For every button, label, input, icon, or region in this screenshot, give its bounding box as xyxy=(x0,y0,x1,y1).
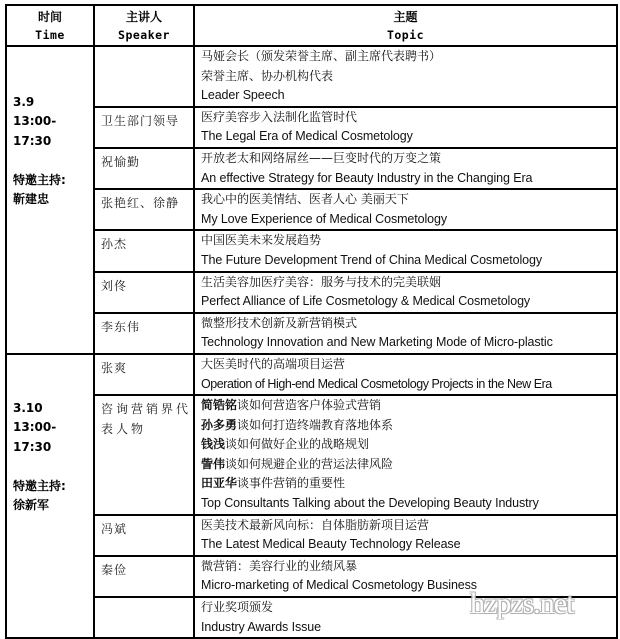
topic-cn: 医美技术最新风向标：自体脂肪新项目运营 xyxy=(201,517,430,532)
watermark: hzpzs.net xyxy=(470,587,574,620)
day1-hours: 13:00-17:30 xyxy=(13,114,57,148)
talk-topic: 谈如何打造终端教育落地体系 xyxy=(237,417,394,432)
talk-line xyxy=(201,435,616,455)
header-topic xyxy=(194,5,617,46)
topic-en: An effective Strategy for Beauty Industry in the Changing Era xyxy=(201,170,533,185)
talk-speaker: 钱浅 xyxy=(201,437,226,452)
table-row xyxy=(6,395,617,515)
topic-cell xyxy=(194,354,617,395)
table-row xyxy=(6,354,617,395)
talk-topic: 谈如何做好企业的战略规划 xyxy=(225,437,370,452)
talk-topic: 谈如何规避企业的营运法律风险 xyxy=(225,456,394,471)
topic-en: Leader Speech xyxy=(201,88,285,103)
speaker-cell: 卫生部门领导 xyxy=(94,107,194,148)
topic-cell xyxy=(194,46,617,107)
day2-host-name: 徐新军 xyxy=(13,498,50,513)
header-time xyxy=(6,5,94,46)
topic-cell xyxy=(194,272,617,313)
topic-cell xyxy=(194,395,617,515)
topic-cn: 马娅会长（颁发荣誉主席、副主席代表聘书） xyxy=(201,49,442,63)
speaker-cell: 孙杰 xyxy=(94,230,194,271)
topic-cn: 医疗美容步入法制化监管时代 xyxy=(201,109,358,124)
topic-en: My Love Experience of Medical Cosmetology xyxy=(201,211,448,226)
speaker-cell: 咨询营销界代表人物 xyxy=(94,395,194,515)
topic-cell xyxy=(194,189,617,230)
topic-cn: 微营销：美容行业的业绩风暴 xyxy=(201,558,358,573)
topic-cell xyxy=(194,313,617,354)
header-speaker-en: Speaker xyxy=(118,27,170,42)
topic-en: Micro-marketing of Medical Cosmetology Business xyxy=(201,578,477,593)
topic-en: Operation of High-end Medical Cosmetology Projects in the New Era xyxy=(201,376,552,391)
topic-cn: 生活美容加医疗美容：服务与技术的完美联姻 xyxy=(201,274,442,289)
speaker-cell xyxy=(94,597,194,638)
table-row xyxy=(6,515,617,556)
table-row xyxy=(6,272,617,313)
topic-cell xyxy=(194,230,617,271)
topic-en: The Latest Medical Beauty Technology Release xyxy=(201,537,461,552)
talk-speaker: 孙多勇 xyxy=(201,417,238,432)
speaker-cell: 刘佟 xyxy=(94,272,194,313)
speaker-cell: 冯斌 xyxy=(94,515,194,556)
talk-topic: 谈如何营造客户体验式营销 xyxy=(237,398,382,413)
speaker-cell: 祝愉勤 xyxy=(94,148,194,189)
speaker-cell: 张艳红、徐静 xyxy=(94,189,194,230)
topic-cn: 开放老太和网络屌丝——巨变时代的万变之策 xyxy=(201,150,442,165)
topic-cell xyxy=(194,107,617,148)
day2-hours: 13:00-17:30 xyxy=(13,420,57,454)
table-row xyxy=(6,107,617,148)
topic-cell xyxy=(194,515,617,556)
table-row xyxy=(6,313,617,354)
topic-cn: 中国医美未来发展趋势 xyxy=(201,233,322,248)
header-speaker xyxy=(94,5,194,46)
talk-speaker: 简锆铭 xyxy=(201,398,238,413)
topic-cn: 行业奖项颁发 xyxy=(201,600,274,615)
speaker-cell xyxy=(94,46,194,107)
topic-en: Industry Awards Issue xyxy=(201,619,321,634)
day1-host-name: 靳建忠 xyxy=(13,192,50,207)
topic-cell xyxy=(194,148,617,189)
day1-time-cell xyxy=(6,46,94,354)
talk-line xyxy=(201,416,616,436)
topic-en: Perfect Alliance of Life Cosmetology & Medical Cosmetology xyxy=(201,294,531,309)
day2-date: 3.10 xyxy=(13,400,43,415)
topic-cn: 微整形技术创新及新营销模式 xyxy=(201,315,358,330)
speaker-cell: 秦俭 xyxy=(94,556,194,597)
talk-line xyxy=(201,455,616,475)
topic-en: The Legal Era of Medical Cosmetology xyxy=(201,129,413,144)
day2-host-label: 特邀主持: xyxy=(13,478,66,493)
header-time-en: Time xyxy=(35,27,65,42)
day1-date: 3.9 xyxy=(13,94,35,109)
header-row xyxy=(6,5,617,46)
talk-line xyxy=(201,474,616,494)
talk-speaker: 訾伟 xyxy=(201,456,226,471)
header-topic-en: Topic xyxy=(386,27,425,42)
topic-cn: 大医美时代的高端项目运营 xyxy=(201,356,346,371)
talk-speaker: 田亚华 xyxy=(201,476,238,491)
talk-topic: 谈事件营销的重要性 xyxy=(237,476,346,491)
topic-cn: 荣誉主席、协办机构代表 xyxy=(201,68,334,83)
speaker-cell: 张爽 xyxy=(94,354,194,395)
day2-time-cell xyxy=(6,354,94,638)
agenda-table xyxy=(5,4,618,639)
day1-host-label: 特邀主持: xyxy=(13,172,66,187)
header-topic-cn: 主题 xyxy=(393,9,418,24)
topic-en: Top Consultants Talking about the Developing Beauty Industry xyxy=(201,496,539,511)
topic-en: Technology Innovation and New Marketing Mode of Micro-plastic xyxy=(201,335,553,350)
table-row xyxy=(6,230,617,271)
table-row xyxy=(6,189,617,230)
table-row xyxy=(6,148,617,189)
talk-line xyxy=(201,396,616,416)
header-time-cn: 时间 xyxy=(37,9,62,24)
speaker-cell: 李东伟 xyxy=(94,313,194,354)
table-row xyxy=(6,46,617,107)
topic-cn: 我心中的医美情结、医者人心 美丽天下 xyxy=(201,192,409,207)
topic-en: The Future Development Trend of China Medical Cosmetology xyxy=(201,252,542,267)
header-speaker-cn: 主讲人 xyxy=(125,9,162,24)
